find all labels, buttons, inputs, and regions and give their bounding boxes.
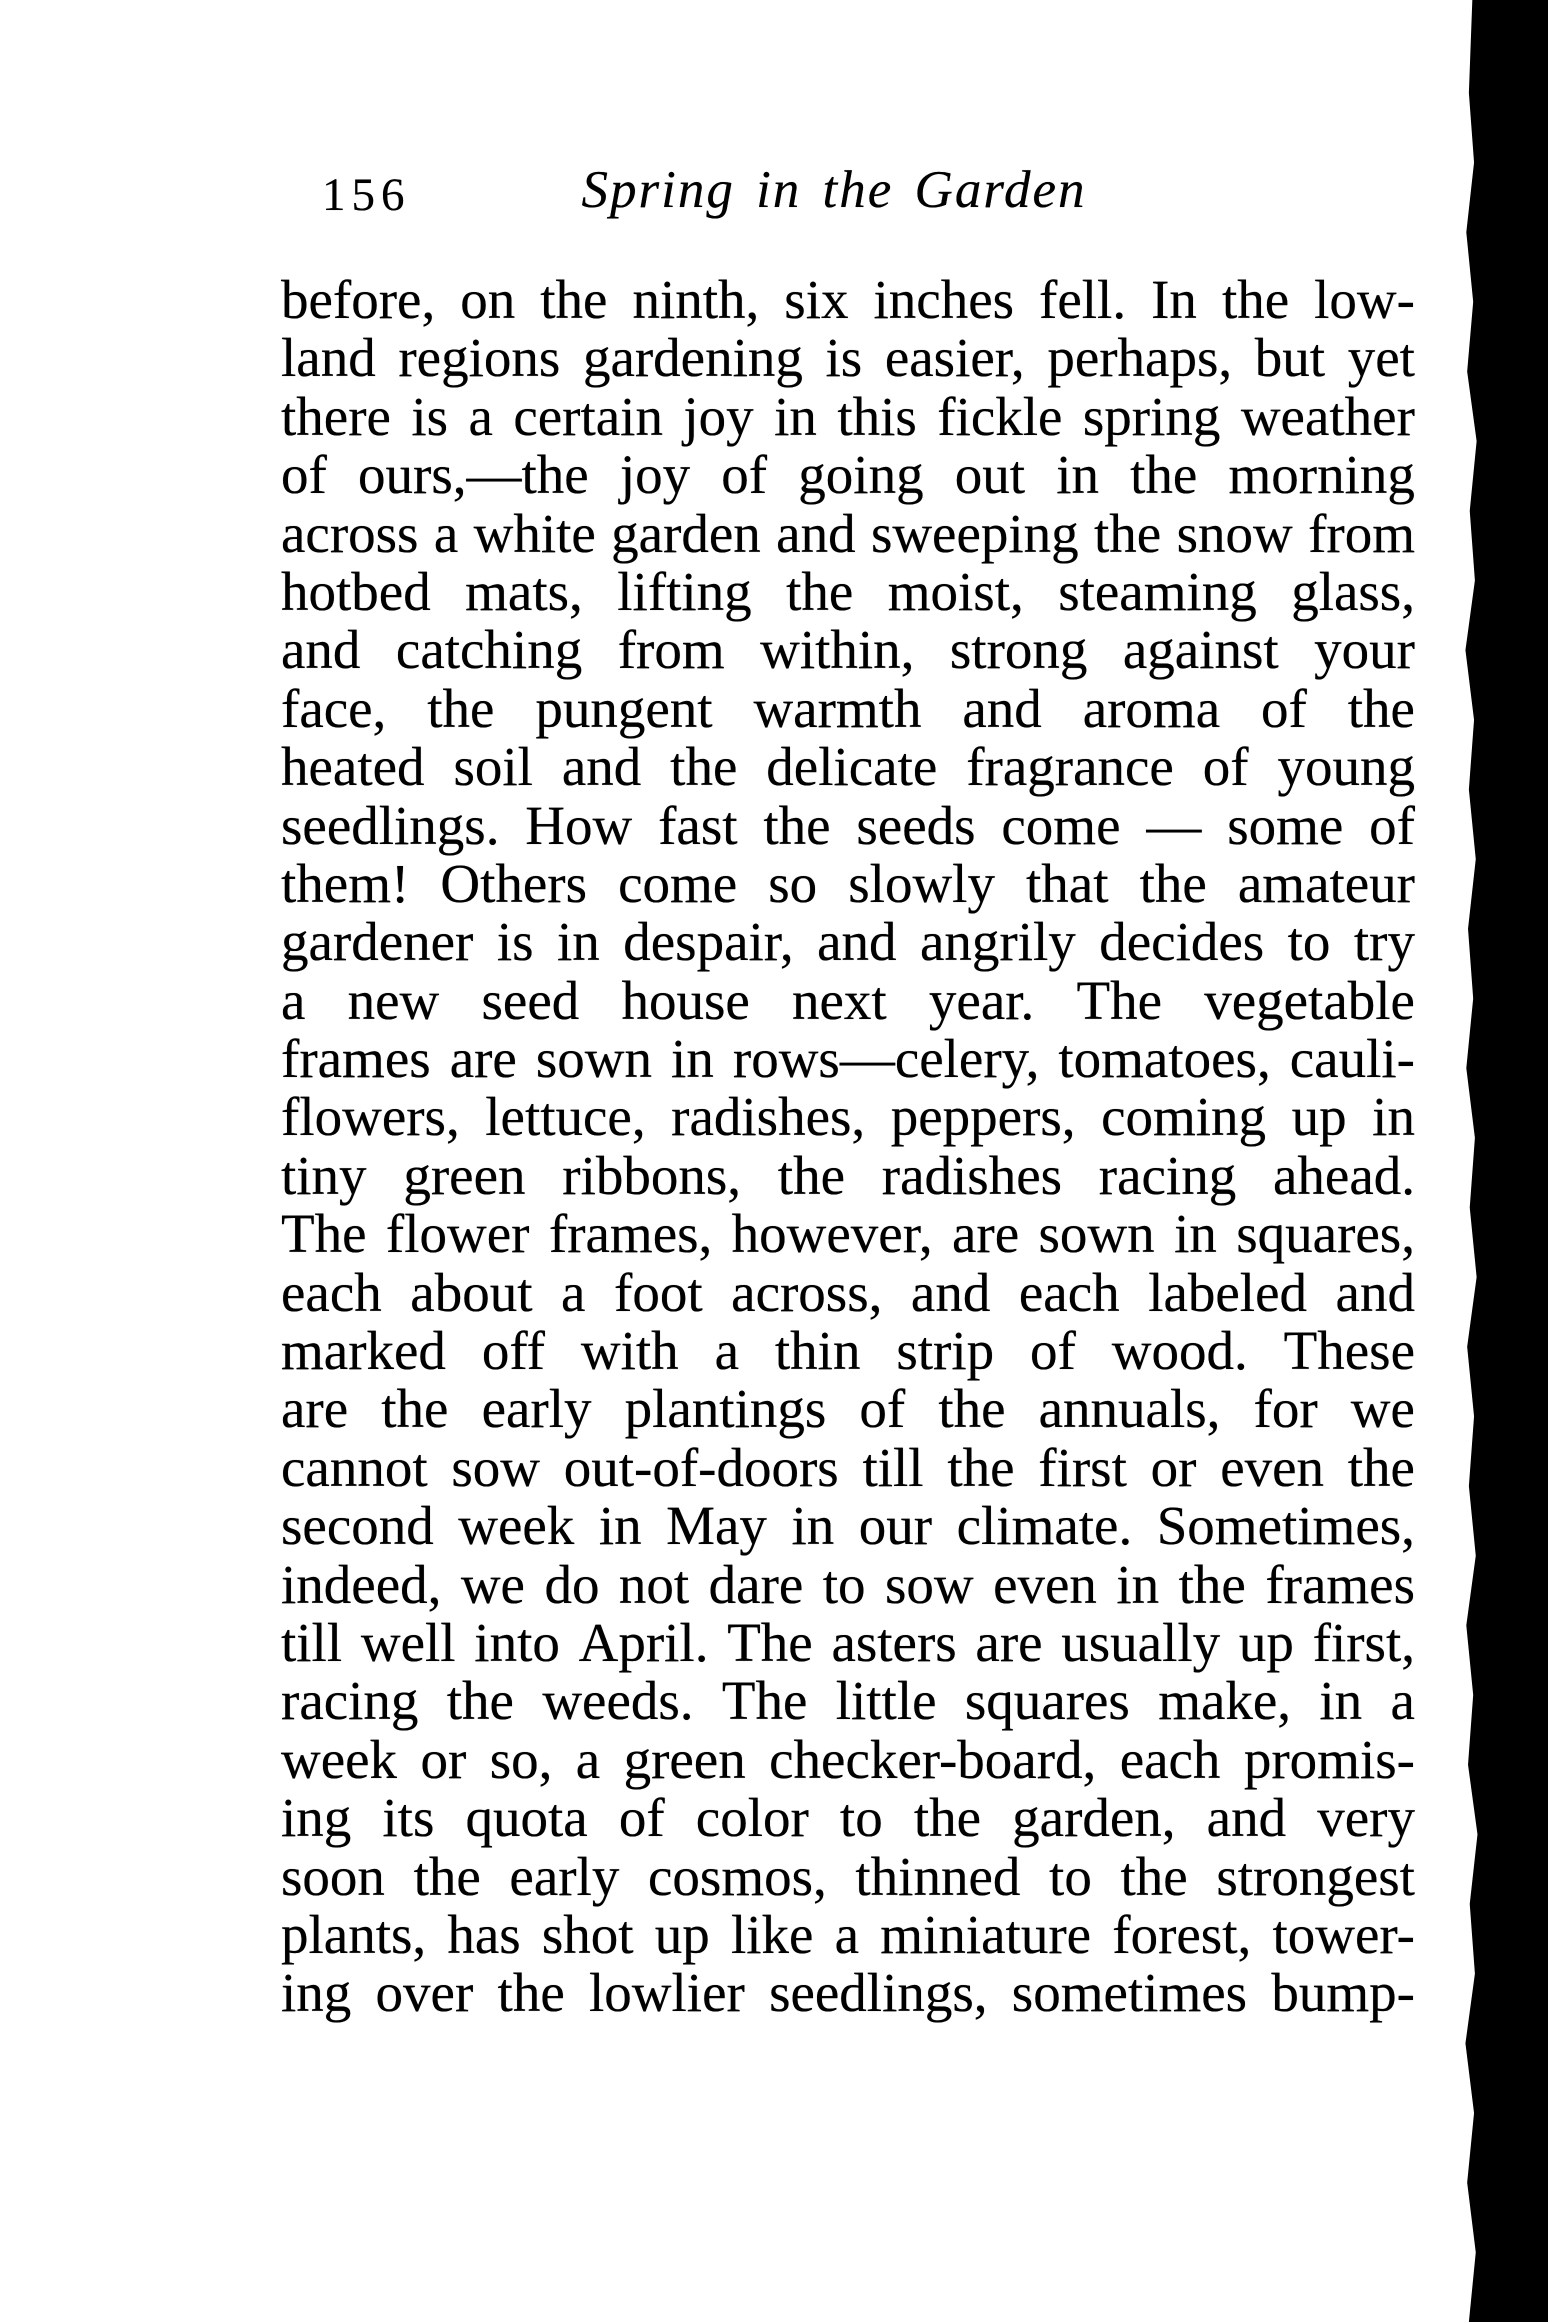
text-line: flowers, lettuce, radishes, peppers, coming up in — [281, 1086, 1415, 1148]
scan-edge-shadow — [1462, 0, 1548, 2322]
text-line: before, on the ninth, six inches fell. In the low- — [281, 269, 1415, 330]
text-line: plants, has shot up like a miniature forest, tower- — [281, 1903, 1415, 1965]
text-line: heated soil and the delicate fragrance of young — [281, 736, 1415, 798]
text-line: gardener is in despair, and angrily decides to try — [281, 911, 1415, 973]
text-line: each about a foot across, and each labeled and — [281, 1261, 1415, 1323]
text-line: are the early plantings of the annuals, for we — [281, 1378, 1415, 1440]
text-line: hotbed mats, lifting the moist, steaming glass, — [281, 560, 1415, 622]
text-line: seedlings. How fast the seeds come — some of — [281, 794, 1415, 856]
text-line: till well into April. The asters are usually up first, — [281, 1611, 1415, 1673]
text-line: ing over the lowlier seedlings, sometimes bump- — [281, 1962, 1415, 2024]
text-line: ing its quota of color to the garden, and very — [281, 1787, 1415, 1849]
text-line: second week in May in our climate. Sometimes, — [281, 1495, 1415, 1557]
text-line: and catching from within, strong against your — [281, 619, 1415, 681]
text-line: them! Others come so slowly that the amateur — [281, 852, 1415, 914]
text-line: soon the early cosmos, thinned to the strongest — [281, 1845, 1415, 1907]
text-line: racing the weeds. The little squares make, in a — [281, 1670, 1415, 1732]
text-line: land regions gardening is easier, perhaps, but yet — [281, 327, 1415, 389]
body-text — [281, 271, 1415, 2023]
running-title: Spring in the Garden — [581, 161, 1087, 219]
text-line: tiny green ribbons, the radishes racing ahead. — [281, 1144, 1415, 1206]
text-line: The flower frames, however, are sown in squares, — [281, 1203, 1415, 1265]
text-line: there is a certain joy in this fickle spring weather — [281, 385, 1415, 447]
text-line: week or so, a green checker-board, each promis- — [281, 1728, 1415, 1790]
text-line: frames are sown in rows—celery, tomatoes, cauli- — [281, 1028, 1415, 1090]
text-line: cannot sow out-of-doors till the first or even the — [281, 1436, 1415, 1498]
text-line: marked off with a thin strip of wood. These — [281, 1320, 1415, 1382]
text-line: across a white garden and sweeping the snow from — [281, 502, 1415, 564]
text-line: of ours,—the joy of going out in the morning — [281, 444, 1415, 506]
text-line: indeed, we do not dare to sow even in the frames — [281, 1553, 1415, 1615]
text-line: face, the pungent warmth and aroma of the — [281, 677, 1415, 739]
text-line: a new seed house next year. The vegetable — [281, 969, 1415, 1031]
page-number: 156 — [322, 169, 411, 221]
